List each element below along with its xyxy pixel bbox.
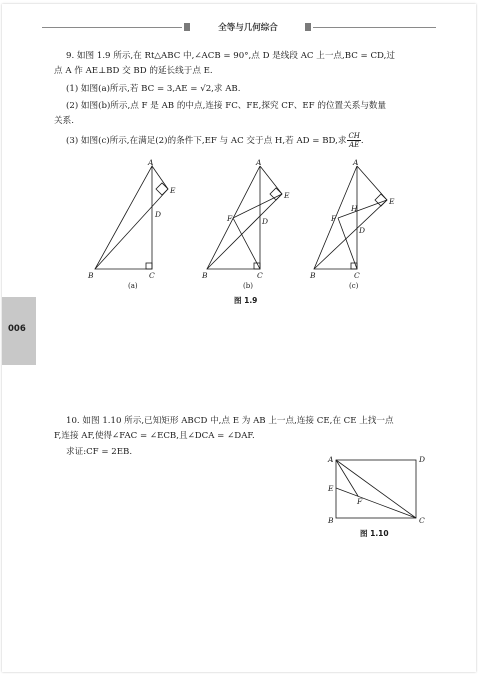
label-c-a: C: [149, 271, 155, 280]
label-c-10: C: [419, 516, 425, 525]
subfigure-c: [314, 166, 387, 269]
p10-prove: 求证:CF = 2EB.: [66, 447, 133, 457]
line-ae-c: [357, 166, 387, 200]
label-f-c: F: [331, 214, 337, 223]
page-number: 006: [8, 324, 26, 334]
label-b-10: B: [328, 516, 334, 525]
header-rule-right: [313, 27, 436, 28]
page-number-tab: [2, 297, 36, 365]
diagonal-ac: [336, 460, 416, 518]
p9-part3: [66, 132, 364, 149]
figure-1-10-caption: 图 1.10: [360, 529, 389, 538]
line-fe-c: [338, 200, 387, 218]
line-fe-b: [233, 194, 282, 218]
label-e-a: E: [170, 186, 176, 195]
figure-1-9: [2, 158, 476, 308]
label-b-c: B: [310, 271, 316, 280]
label-e-10: E: [328, 484, 334, 493]
page: [2, 4, 476, 672]
label-a-b: A: [256, 158, 262, 167]
subfigure-b: [207, 166, 282, 269]
figure-1-10: [2, 452, 476, 532]
p10-line1: 10. 如图 1.10 所示,已知矩形 ABCD 中,点 E 为 AB 上一点,连接 CE,在 CE 上找一点: [66, 416, 394, 426]
line-af: [336, 460, 358, 496]
header-square-left: [184, 23, 190, 31]
label-e-c: E: [389, 197, 395, 206]
subfig-label-c: (c): [349, 282, 359, 290]
header-title: 全等与几何综合: [218, 23, 278, 33]
label-d-b: D: [262, 217, 269, 226]
label-a-a: A: [148, 158, 154, 167]
p9-line1: 9. 如图 1.9 所示,在 Rt△ABC 中,∠ACB = 90°,点 D 是线段 AC 上一点,BC = CD,过: [66, 51, 395, 61]
label-d-a: D: [155, 210, 162, 219]
line-ae-b: [260, 166, 282, 194]
p9-fraction: [347, 132, 360, 149]
label-b-a: B: [88, 271, 94, 280]
p9-part3-text: (3) 如图(c)所示,在满足(2)的条件下,EF 与 AC 交于点 H,若 AD = BD,求: [66, 136, 347, 146]
right-angle-e-b: [270, 188, 282, 200]
label-c-c: C: [354, 271, 360, 280]
label-b-b: B: [202, 271, 208, 280]
subfig-label-b: (b): [243, 282, 253, 290]
right-angle-e-a: [156, 183, 168, 195]
line-be-b: [207, 194, 282, 269]
p9-frac-num: CH: [348, 132, 360, 140]
p10-line2: F,连接 AF,使得∠FAC = ∠ECB,且∠DCA = ∠DAF.: [54, 431, 255, 441]
line-be-a: [95, 189, 168, 269]
label-h-c: H: [351, 204, 358, 213]
figure-1-9-caption: 图 1.9: [234, 296, 258, 305]
header-rule-left: [42, 27, 182, 28]
right-angle-e-c: [375, 194, 387, 206]
label-c-b: C: [257, 271, 263, 280]
p9-line2: 点 A 作 AE⊥BD 交 BD 的延长线于点 E.: [54, 66, 213, 76]
p9-part3-end: .: [360, 136, 364, 146]
p9-part2b: 关系.: [54, 116, 74, 126]
line-ce: [336, 488, 416, 518]
p9-part1: (1) 如图(a)所示,若 BC = 3,AE = √2,求 AB.: [66, 84, 241, 94]
label-d-10: D: [419, 455, 426, 464]
triangle-abc-a: [95, 166, 152, 269]
label-e-b: E: [284, 191, 290, 200]
right-angle-c-a: [146, 263, 152, 269]
label-f-b: F: [227, 214, 233, 223]
header-square-right: [305, 23, 311, 31]
p9-frac-den: AE: [349, 141, 360, 149]
subfig-label-a: (a): [128, 282, 138, 290]
label-d-c: D: [359, 226, 366, 235]
label-a-c: A: [353, 158, 359, 167]
label-a-10: A: [328, 455, 334, 464]
line-fc-b: [233, 218, 260, 269]
p9-part2a: (2) 如图(b)所示,点 F 是 AB 的中点,连接 FC、FE,探究 CF、EF 的位置关系与数量: [66, 101, 387, 111]
label-f-10: F: [357, 497, 363, 506]
